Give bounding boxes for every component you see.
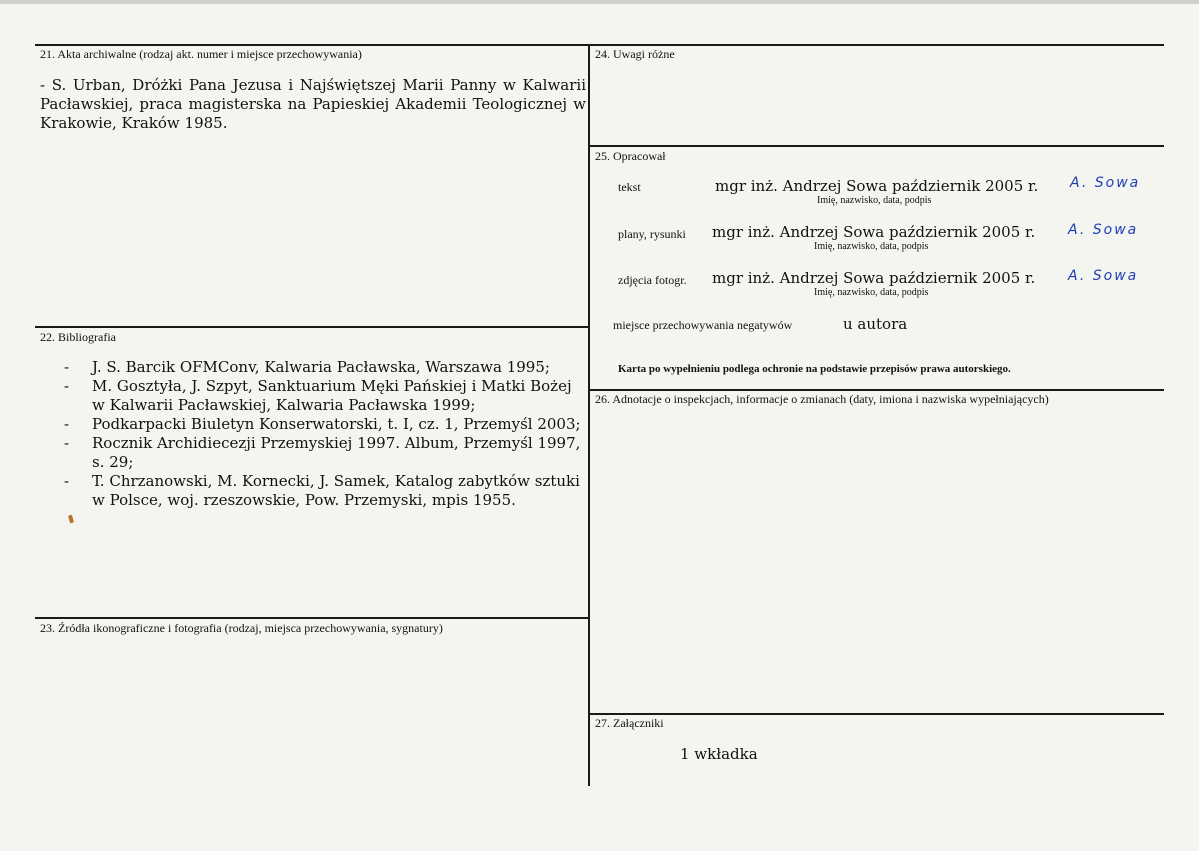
bibliography-item — [64, 472, 586, 510]
divider-s22 — [35, 326, 588, 328]
section-24-label: 24. Uwagi różne — [595, 47, 675, 61]
copyright-notice: Karta po wypełnieniu podlega ochronie na podstawie przepisów prawa autorskiego. — [618, 363, 1011, 375]
bibliography-text: Rocznik Archidiecezji Przemyskiej 1997. Album, Przemyśl 1997, s. 29; — [92, 434, 581, 471]
list-dash: - — [64, 434, 70, 452]
section-21-label: 21. Akta archiwalne (rodzaj akt. numer i miejsce przechowywania) — [40, 47, 362, 61]
list-dash: - — [64, 377, 70, 395]
divider-vertical-center — [588, 44, 590, 786]
bibliography-item — [64, 358, 586, 377]
field-caption: Imię, nazwisko, data, podpis — [814, 287, 929, 298]
divider-top-right — [590, 44, 1164, 46]
list-dash: - — [64, 358, 70, 376]
section-27-label: 27. Załączniki — [595, 716, 664, 730]
divider-s25 — [590, 145, 1164, 147]
divider-s23 — [35, 617, 588, 619]
bibliography-item — [64, 415, 586, 434]
divider-s26 — [590, 389, 1164, 391]
field-caption: Imię, nazwisko, data, podpis — [814, 241, 929, 252]
divider-s27 — [590, 713, 1164, 715]
bibliography-item — [64, 434, 586, 472]
list-dash: - — [64, 472, 70, 490]
section-23-label: 23. Źródła ikonograficzne i fotografia (rodzaj, miejsca przechowywania, sygnatury) — [40, 621, 443, 635]
signature: A. Sowa — [1068, 222, 1139, 238]
row-type-plany: plany, rysunki — [618, 227, 686, 241]
list-dash: - — [64, 415, 70, 433]
negatives-value: u autora — [843, 315, 908, 333]
bibliography-text: J. S. Barcik OFMConv, Kalwaria Pacławska, Warszawa 1995; — [92, 358, 550, 376]
bibliography-text: Podkarpacki Biuletyn Konserwatorski, t. I, cz. 1, Przemyśl 2003; — [92, 415, 581, 433]
bibliography-text: M. Gosztyła, J. Szpyt, Sanktuarium Męki Pańskiej i Matki Bożej w Kalwarii Pacławskiej, Kalwaria Pacławska 1999; — [92, 377, 572, 414]
section-21-text: - S. Urban, Dróżki Pana Jezusa i Najświętszej Marii Panny w Kalwarii Pacławskiej, praca magisterska na Papieskiej Akademii Teologicznej w Krakowie, Kraków 1985. — [40, 76, 586, 132]
ink-speck — [68, 515, 74, 524]
negatives-label: miejsce przechowywania negatywów — [613, 318, 793, 332]
section-25-label: 25. Opracował — [595, 149, 666, 163]
row-type-zdjecia: zdjęcia fotogr. — [618, 273, 687, 287]
author-entry: mgr inż. Andrzej Sowa październik 2005 r. — [712, 269, 1036, 287]
signature: A. Sowa — [1068, 268, 1139, 284]
author-entry: mgr inż. Andrzej Sowa październik 2005 r. — [715, 177, 1039, 195]
row-type-tekst: tekst — [618, 180, 641, 194]
bibliography-text: T. Chrzanowski, M. Kornecki, J. Samek, Katalog zabytków sztuki w Polsce, woj. rzeszowskie, Pow. Przemyski, mpis 1955. — [92, 472, 580, 509]
author-entry: mgr inż. Andrzej Sowa październik 2005 r. — [712, 223, 1036, 241]
attachments-value: 1 wkładka — [680, 745, 758, 763]
bibliography-item — [64, 377, 586, 415]
field-caption: Imię, nazwisko, data, podpis — [817, 195, 932, 206]
section-22-list — [64, 358, 586, 510]
scan-top-edge — [0, 0, 1199, 4]
signature: A. Sowa — [1070, 175, 1141, 191]
section-26-label: 26. Adnotacje o inspekcjach, informacje o zmianach (daty, imiona i nazwiska wypełniających) — [595, 392, 1049, 406]
divider-top-left — [35, 44, 588, 46]
section-22-label: 22. Bibliografia — [40, 330, 116, 344]
